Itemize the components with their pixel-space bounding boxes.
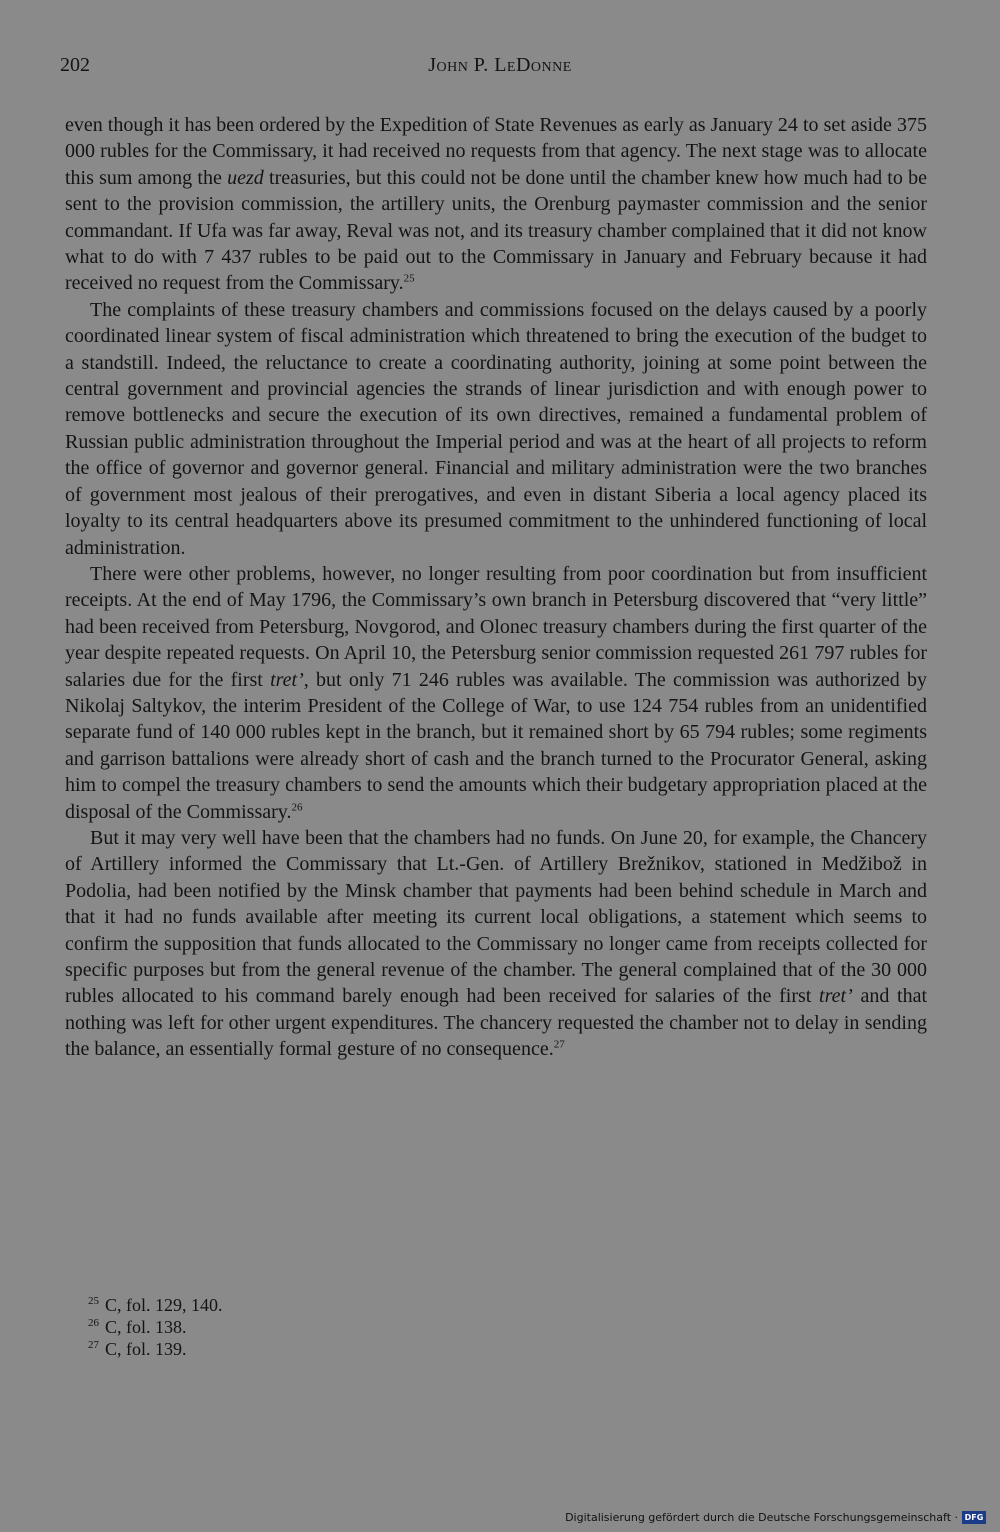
paragraph-4-text-b: and that nothing was left for other urgent expenditures. The chancery requested the chamber not to delay in sending the balance, an essentially formal gesture of no consequence.: [65, 985, 928, 1061]
footnotes: [88, 1294, 223, 1360]
paragraph-1: [65, 112, 927, 297]
digitization-credit: [565, 1511, 986, 1524]
footnote-number: 27: [88, 1339, 99, 1351]
footnote-ref-25: 25: [403, 272, 415, 285]
italic-term-tret-1: tret’: [270, 668, 304, 691]
footnote-number: 25: [88, 1295, 99, 1307]
paragraph-3: [65, 561, 927, 825]
body-text: [65, 112, 927, 1063]
running-head: John P. LeDonne: [428, 54, 572, 76]
italic-term-tret-2: tret’: [819, 985, 853, 1008]
page-number: 202: [60, 54, 90, 76]
footnote-number: 26: [88, 1317, 99, 1329]
footnote-text: C, fol. 129, 140.: [105, 1295, 223, 1315]
paragraph-1-text-b: treasuries, but this could not be done until the chamber knew how much had to be sent to the provision commission, the artillery units, the Orenburg paymaster commission and the senior commandant. If Ufa was far away, Reval was not, and its treasury chamber complained that it did not know what to do with 7 437 rubles to be paid out to the Commissary in January and February because it had received no request from the Commissary.: [65, 166, 927, 295]
paragraph-3-text-b: , but only 71 246 rubles was available. The commission was authorized by Nikolaj Saltykov, the interim President of the College of War, to use 124 754 rubles from an unidentified separate fund of 140 000 rubles kept in the branch, but it remained short by 65 794 rubles; some regiments and garrison battalions were already short of cash and the branch turned to the Procurator General, asking him to compel the treasury chambers to send the amounts which their budgetary appropriation placed at the disposal of the Commissary.: [65, 668, 927, 823]
footnote-27: [88, 1338, 223, 1360]
footnote-25: [88, 1294, 223, 1316]
footnote-text: C, fol. 139.: [105, 1339, 187, 1359]
paragraph-3-text-a: There were other problems, however, no longer resulting from poor coordination but from insufficient receipts. At the end of May 1796, the Commissary’s own branch in Petersburg discovered that “very little” had been received from Petersburg, Novgorod, and Olonec treasury chambers during the first quarter of the year despite repeated requests. On April 10, the Petersburg senior commission requested 261 797 rubles for salaries due for the first: [65, 562, 927, 691]
footnote-text: C, fol. 138.: [105, 1317, 187, 1337]
footnote-ref-27: 27: [553, 1038, 565, 1051]
credit-text: Digitalisierung gefördert durch die Deutsche Forschungsgemeinschaft ·: [565, 1511, 958, 1524]
paragraph-2: The complaints of these treasury chambers and commissions focused on the delays caused by a poorly coordinated linear system of fiscal administration which threatened to bring the execution of the budget to a standstill. Indeed, the reluctance to create a coordinating authority, joining at some point between the central government and provincial agencies the strands of linear jurisdiction and with enough power to remove bottlenecks and secure the execution of its own directives, remained a fundamental problem of Russian public administration throughout the Imperial period and was at the heart of all projects to reform the office of governor and governor general. Financial and military administration were the two branches of government most jealous of their prerogatives, and even in distant Siberia a local agency placed its loyalty to its central headquarters above its presumed commitment to the unhindered functioning of local administration.: [65, 298, 927, 559]
italic-term-uezd: uezd: [227, 166, 264, 189]
paragraph-1-text-a: even though it has been ordered by the Expedition of State Revenues as early as January 24 to set aside 375 000 rubles for the Commissary, it had received no requests from that agency. The next stage was to allocate this sum among the: [65, 114, 927, 189]
paragraph-4-text-a: But it may very well have been that the chambers had no funds. On June 20, for example, the Chancery of Artillery informed the Commissary that Lt.-Gen. of Artillery Brežnikov, stationed in Medžibož in Podolia, had been notified by the Minsk chamber that payments had been behind schedule in March and that it had no funds available after meeting its current local obligations, a statement which seems to confirm the supposition that funds allocated to the Commissary no longer came from receipts collected for specific purposes but from the general revenue of the chamber. The general complained that of the 30 000 rubles allocated to his command barely enough had been received for salaries of the first: [65, 826, 927, 1008]
footnote-ref-26: 26: [291, 800, 303, 813]
footnote-26: [88, 1316, 223, 1338]
dfg-logo-icon: DFG: [962, 1511, 986, 1524]
paragraph-4: [65, 825, 927, 1063]
